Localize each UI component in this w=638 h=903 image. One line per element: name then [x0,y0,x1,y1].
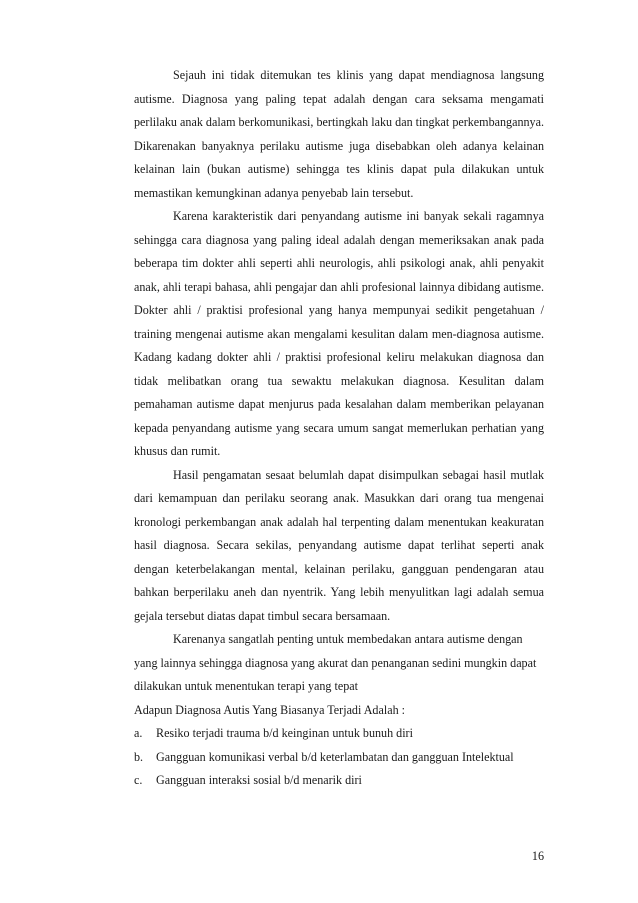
list-item [134,769,544,793]
paragraph: Karenanya sangatlah penting untuk membedakan antara autisme dengan yang lainnya sehingga diagnosa yang akurat dan penanganan sedini mungkin dapat dilakukan untuk menentukan terapi yang tepat [134,632,537,693]
list-marker: c. [134,773,143,787]
list-item [134,746,544,770]
list-heading: Adapun Diagnosa Autis Yang Biasanya Terjadi Adalah : [134,702,406,717]
list-marker: b. [134,749,144,764]
list-item-text: Resiko terjadi trauma b/d keinginan untuk bunuh diri [156,726,413,740]
page-number: 16 [531,849,544,863]
list-marker: a. [134,726,143,740]
list-item-text: Gangguan komunikasi verbal b/d keterlambatan dan gangguan Intelektual [156,749,514,764]
paragraph: Karena karakteristik dari penyandang autisme ini banyak sekali ragamnya sehingga cara diagnosa yang paling ideal adalah dengan memeriksakan anak pada beberapa tim dokter ahli seperti ahli neurologis, ahli psikologi anak, ahli penyakit anak, ahli terapi bahasa, ahli pengajar dan ahli profesional lainnya dibidang autisme. Dokter ahli / praktisi profesional yang hanya mempunyai sedikit pengetahuan / training mengenai autisme akan mengalami kesulitan dalam men-diagnosa autisme. Kadang kadang dokter ahli / praktisi profesional keliru melakukan diagnosa dan tidak melibatkan orang tua sewaktu melakukan diagnosa. Kesulitan dalam pemahaman autisme dapat menjurus pada kesalahan dalam memberikan pelayanan kepada penyandang autisme yang secara umum sangat memerlukan perhatian yang khusus dan rumit. [134,209,544,458]
list-item-text: Gangguan interaksi sosial b/d menarik diri [156,773,362,787]
document-body [134,64,544,793]
diagnosis-list [134,722,544,793]
list-item [134,722,544,746]
paragraph: Hasil pengamatan sesaat belumlah dapat disimpulkan sebagai hasil mutlak dari kemampuan dan perilaku seorang anak. Masukkan dari orang tua mengenai kronologi perkembangan anak adalah hal terpenting dalam menentukan keakuratan hasil diagnosa. Secara sekilas, penyandang autisme dapat terlihat seperti anak dengan keterbelakangan mental, kelainan perilaku, gangguan pendengaran atau bahkan berperilaku aneh dan nyentrik. Yang lebih menyulitkan lagi adalah semua gejala tersebut diatas dapat timbul secara bersamaan. [134,467,544,623]
paragraph: Sejauh ini tidak ditemukan tes klinis yang dapat mendiagnosa langsung autisme. Diagnosa yang paling tepat adalah dengan cara seksama mengamati perlilaku anak dalam berkomunikasi, bertingkah laku dan tingkat perkembangannya. Dikarenakan banyaknya perilaku autisme juga disebabkan oleh adanya kelainan kelainan lain (bukan autisme) sehingga tes klinis dapat pula dilakukan untuk memastikan kemungkinan adanya penyebab lain tersebut. [134,68,544,200]
